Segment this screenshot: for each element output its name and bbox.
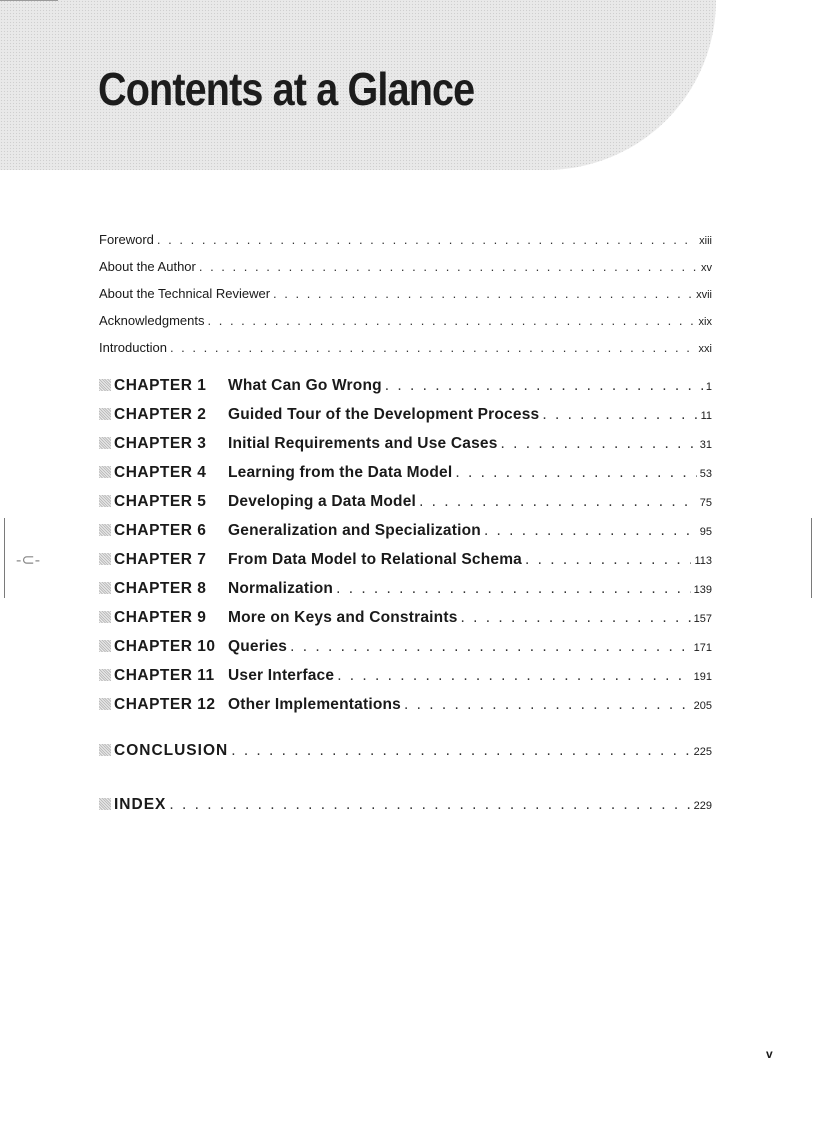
hatched-square-icon [99, 379, 111, 391]
chapter-label: CHAPTER 6 [114, 522, 207, 539]
hatched-square-icon [99, 466, 111, 478]
toc-row-chapter-11[interactable] [99, 667, 712, 696]
toc-page: xxi [698, 343, 712, 355]
chapter-label: CHAPTER 4 [114, 464, 207, 481]
toc-label: About the Author [99, 259, 196, 274]
dot-leader [199, 259, 698, 274]
hatched-square-icon [99, 611, 111, 623]
hatched-square-icon [99, 582, 111, 594]
dot-leader [525, 551, 691, 569]
toc-page: 113 [694, 555, 712, 567]
toc-page: 225 [693, 746, 712, 758]
chapter-title: Learning from the Data Model [228, 464, 453, 481]
right-margin-rule [811, 518, 812, 598]
chapter-title: User Interface [228, 667, 335, 684]
dot-leader [385, 377, 703, 395]
toc-row-chapter-3[interactable] [99, 435, 712, 464]
crop-mark-icon: -⊂- [16, 552, 41, 569]
dot-leader [231, 742, 690, 760]
hatched-square-icon [99, 698, 111, 710]
toc-row-introduction[interactable] [99, 340, 712, 367]
chapter-title: Other Implementations [228, 696, 402, 713]
dot-leader [208, 313, 696, 328]
hatched-square-icon [99, 495, 111, 507]
chapter-title: Developing a Data Model [228, 493, 417, 510]
conclusion-label: CONCLUSION [114, 742, 229, 759]
chapter-label: CHAPTER 12 [114, 696, 216, 713]
toc-row-conclusion[interactable] [99, 742, 712, 772]
toc-page: xv [701, 262, 712, 274]
chapter-title: Generalization and Specialization [228, 522, 481, 539]
toc-row-chapter-10[interactable] [99, 638, 712, 667]
dot-leader [290, 638, 691, 656]
toc-page: 75 [699, 497, 712, 509]
toc-row-chapter-12[interactable] [99, 696, 712, 725]
top-rule [0, 0, 58, 1]
toc-page: 229 [693, 800, 712, 812]
toc-label: Foreword [99, 232, 154, 247]
chapter-label: CHAPTER 9 [114, 609, 207, 626]
dot-leader [336, 580, 691, 598]
toc-row-chapter-9[interactable] [99, 609, 712, 638]
toc-page: 205 [693, 700, 712, 712]
toc-page: 171 [693, 642, 712, 654]
chapter-title: From Data Model to Relational Schema [228, 551, 523, 568]
toc-label: Introduction [99, 340, 167, 355]
toc-page: 157 [693, 613, 712, 625]
toc-row-chapter-5[interactable] [99, 493, 712, 522]
toc-row-foreword[interactable] [99, 232, 712, 259]
page-title: Contents at a Glance [98, 63, 475, 115]
left-margin-rule [4, 518, 5, 598]
dot-leader [501, 435, 697, 453]
toc-page: 95 [699, 526, 712, 538]
toc-row-chapter-1[interactable] [99, 377, 712, 406]
hatched-square-icon [99, 640, 111, 652]
dot-leader [542, 406, 697, 424]
chapter-label: CHAPTER 3 [114, 435, 207, 452]
toc-row-acknowledgments[interactable] [99, 313, 712, 340]
hatched-square-icon [99, 408, 111, 420]
toc-label: About the Technical Reviewer [99, 286, 271, 301]
chapter-title: Normalization [228, 580, 334, 597]
dot-leader [419, 493, 697, 511]
hatched-square-icon [99, 553, 111, 565]
dot-leader [157, 232, 696, 247]
index-section [99, 796, 712, 826]
chapter-label: CHAPTER 2 [114, 406, 207, 423]
toc-row-chapter-7[interactable] [99, 551, 712, 580]
toc-row-chapter-2[interactable] [99, 406, 712, 435]
toc-page: xvii [696, 289, 712, 301]
front-matter-list [99, 232, 712, 367]
hatched-square-icon [99, 437, 111, 449]
toc-row-index[interactable] [99, 796, 712, 826]
hatched-square-icon [99, 669, 111, 681]
index-label: INDEX [114, 796, 167, 813]
toc-row-chapter-8[interactable] [99, 580, 712, 609]
chapter-title: Queries [228, 638, 288, 655]
dot-leader [169, 796, 690, 814]
chapter-label: CHAPTER 8 [114, 580, 207, 597]
toc-row-technical-reviewer[interactable] [99, 286, 712, 313]
chapter-label: CHAPTER 11 [114, 667, 215, 684]
chapter-label: CHAPTER 10 [114, 638, 216, 655]
dot-leader [404, 696, 691, 714]
toc-page: 31 [699, 439, 712, 451]
dot-leader [273, 286, 693, 301]
toc-row-chapter-6[interactable] [99, 522, 712, 551]
chapter-label: CHAPTER 1 [114, 377, 207, 394]
dot-leader [455, 464, 696, 482]
hatched-square-icon [99, 798, 111, 810]
hatched-square-icon [99, 524, 111, 536]
chapter-list [99, 377, 712, 725]
dot-leader [484, 522, 697, 540]
chapter-title: More on Keys and Constraints [228, 609, 458, 626]
chapter-title: What Can Go Wrong [228, 377, 382, 394]
dot-leader [461, 609, 691, 627]
toc-row-chapter-4[interactable] [99, 464, 712, 493]
toc-label: Acknowledgments [99, 313, 205, 328]
chapter-label: CHAPTER 7 [114, 551, 207, 568]
chapter-label: CHAPTER 5 [114, 493, 207, 510]
toc-page: 191 [693, 671, 712, 683]
toc-row-about-author[interactable] [99, 259, 712, 286]
dot-leader [170, 340, 696, 355]
page-number: v [766, 1047, 773, 1061]
toc-page: 11 [700, 410, 712, 422]
toc-page: xix [698, 316, 712, 328]
dot-leader [337, 667, 690, 685]
conclusion-section [99, 742, 712, 772]
toc-page: 139 [693, 584, 712, 596]
toc-page: 1 [705, 381, 712, 393]
hatched-square-icon [99, 744, 111, 756]
toc-page: 53 [699, 468, 712, 480]
chapter-title: Initial Requirements and Use Cases [228, 435, 498, 452]
chapter-title: Guided Tour of the Development Process [228, 406, 540, 423]
toc-page: xiii [699, 235, 712, 247]
